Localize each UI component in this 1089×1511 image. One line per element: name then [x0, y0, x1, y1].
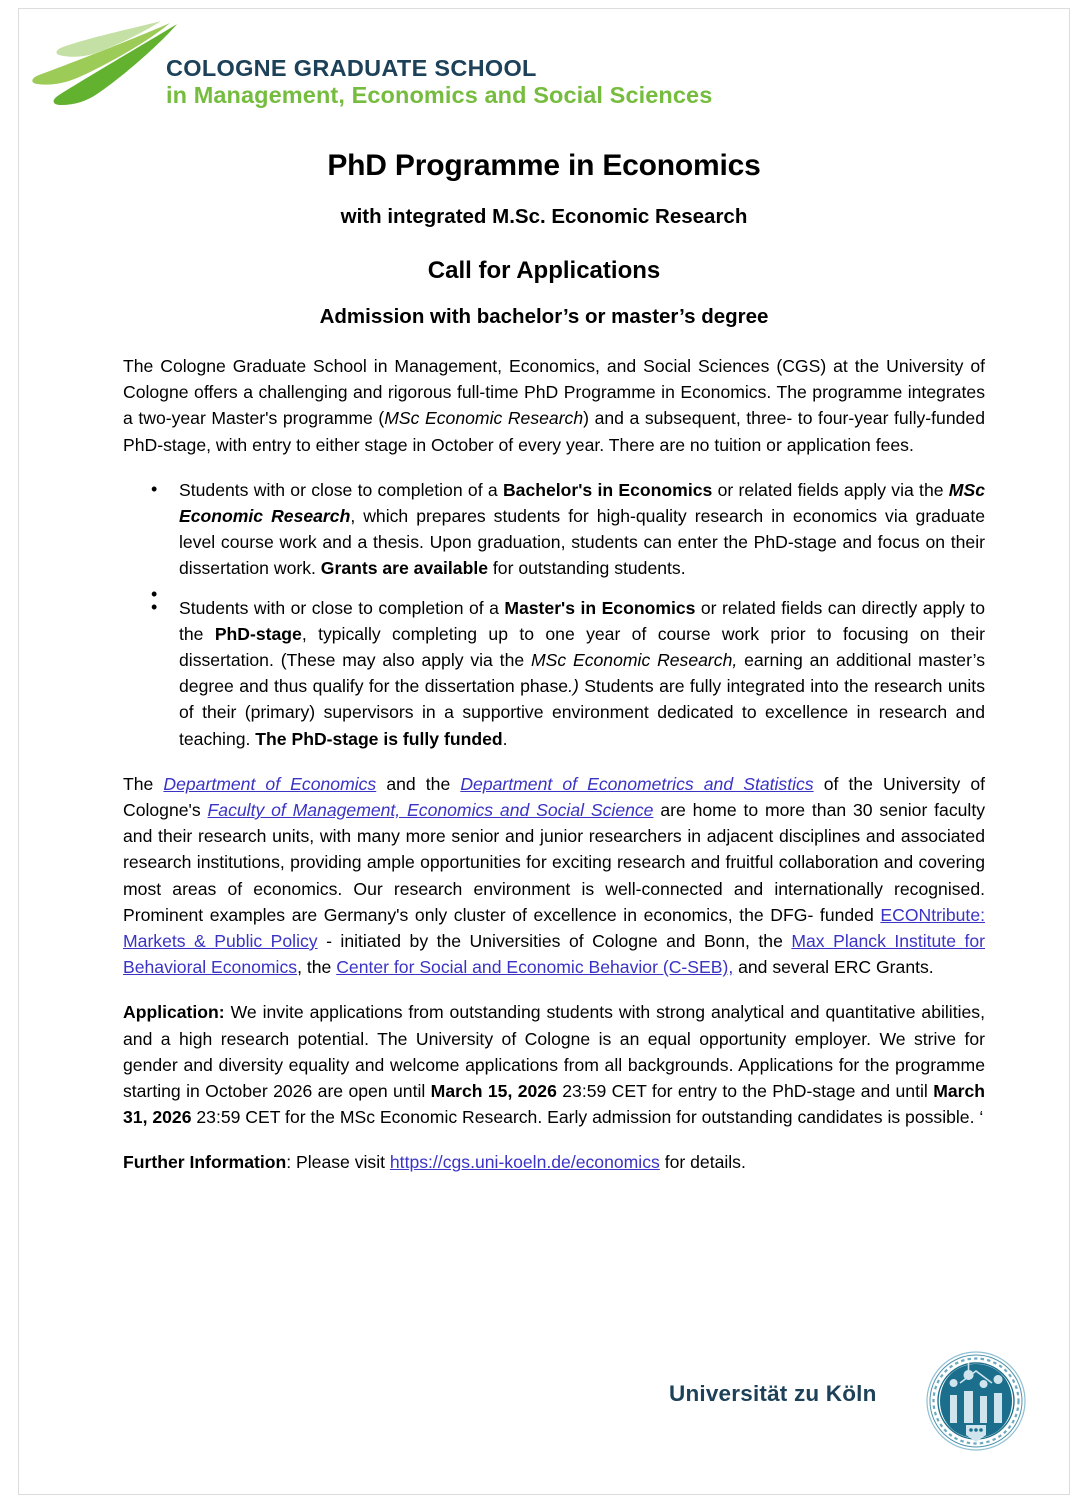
intro-text-b: ) and a subsequent, three- to four-year fully-funded PhD-stage, with entry to either stage in October of every year. There are no tuition or application fees.: [123, 408, 985, 455]
b2-text-d: earning an additional master’s degree and thus qualify for the dissertation phase: [179, 650, 985, 697]
b1-text-a: Students with or close to completion of a: [179, 479, 503, 500]
b1-text-d: for outstanding students.: [488, 558, 686, 579]
deadline-msc: March 31, 2026: [123, 1081, 986, 1128]
res-text-b: and the: [376, 773, 461, 794]
res-text-e: - initiated by the Universities of Cologne and Bonn, the: [317, 931, 792, 952]
list-item-bachelor-route: [123, 477, 985, 582]
b2-text-b: or related fields can directly apply to the: [179, 597, 985, 644]
b2-text-a: Students with or close to completion of a: [179, 597, 505, 618]
intro-text-a: The Cologne Graduate School in Management, Economics, and Social Sciences (CGS) at the University of Cologne offers a challenging and rigorous full-time PhD Programme in Economics. The programme integrates a two-year Master's programme (: [123, 356, 985, 429]
research-environment-paragraph: [123, 771, 985, 981]
b2-bold-funded: The PhD-stage is fully funded: [255, 728, 503, 749]
res-text-d: are home to more than 30 senior faculty and their research units, with many more senior and junior researchers in adjacent disciplines and associated research institutions, providing ample opportunities for exciting research and fruitful collaboration and covering most areas of economics. Our research environment is well-connected and internationally recognised. Prominent examples are Germany's only cluster of excellence in economics, the DFG- funded: [123, 800, 985, 925]
app-text-c: 23:59 CET for the MSc Economic Research. Early admission for outstanding candidates is possible. ‘: [191, 1107, 984, 1128]
b1-bolditalic-msc: MSc Economic Research: [179, 479, 985, 527]
res-text-c: of the University of Cologne's: [123, 773, 985, 821]
b2-italic-close: .): [568, 676, 579, 697]
further-information-label: Further Information: [123, 1152, 287, 1173]
cgs-brand-line2: in Management, Economics and Social Sciences: [166, 82, 713, 109]
application-paragraph: [123, 999, 985, 1130]
page-title: PhD Programme in Economics: [327, 149, 761, 182]
b2-bold-phdstage: PhD-stage: [214, 623, 302, 644]
link-faculty-management-economics-social-science[interactable]: Faculty of Management, Economics and Social Science: [207, 800, 654, 821]
list-item-master-route: [123, 595, 985, 752]
admission-routes-list: [123, 477, 985, 752]
link-econtribute[interactable]: ECONtribute: Markets & Public Policy: [123, 904, 985, 952]
document-body: [123, 353, 985, 1176]
page-subtitle: with integrated M.Sc. Economic Research: [340, 205, 748, 228]
document-page: [18, 8, 1070, 1495]
deadline-phd-stage: March 15, 2026: [430, 1081, 557, 1102]
b2-text-c: , typically completing up to one year of course work prior to focusing on their dissertation. (These may also apply via the: [179, 623, 985, 671]
res-text-g: and several ERC Grants.: [733, 957, 934, 978]
link-department-econometrics-statistics[interactable]: Department of Econometrics and Statistics: [460, 773, 814, 794]
list-spacer: [123, 582, 985, 595]
b2-bold-master: Master's in Economics: [504, 597, 696, 618]
b2-text-e: Students are fully integrated into the research units of their (primary) supervisors in a supportive environment dedicated to excellence in research and teaching.: [179, 676, 985, 749]
app-text-b: 23:59 CET for entry to the PhD-stage and until: [556, 1081, 934, 1102]
admission-heading: Admission with bachelor’s or master’s degree: [319, 305, 769, 328]
document-footer: [19, 1339, 1069, 1469]
app-text-a: We invite applications from outstanding students with strong analytical and quantitative abilities, and a high research potential. The University of Cologne is an equal opportunity employer. We strive for gender and diversity equality and welcome applications from all backgrounds. Applications for the programme starting in October 2026 are open until: [123, 1002, 985, 1102]
university-of-cologne-seal-icon: [924, 1349, 1028, 1453]
link-c-seb[interactable]: Center for Social and Economic Behavior (C-SEB),: [336, 957, 734, 978]
further-text-a: : Please visit: [286, 1152, 390, 1173]
cgs-brand-line1: COLOGNE GRADUATE SCHOOL: [166, 55, 537, 81]
b2-italic-msc: MSc Economic Research,: [530, 650, 738, 671]
further-text-b: for details.: [659, 1152, 746, 1173]
link-department-of-economics[interactable]: Department of Economics: [163, 773, 377, 794]
res-text-a: The: [123, 773, 164, 794]
intro-paragraph: [123, 353, 985, 458]
cgs-wordmark: [166, 55, 712, 110]
intro-italic: MSc Economic Research: [384, 408, 584, 429]
b1-text-b: or related fields apply via the: [712, 479, 949, 500]
b1-bold-grants: Grants are available: [320, 558, 489, 579]
link-max-planck-institute[interactable]: Max Planck Institute for Behavioral Economics: [123, 931, 985, 978]
application-label: Application:: [123, 1002, 225, 1023]
cgs-brand-header: [19, 11, 719, 129]
university-name: Universität zu Köln: [669, 1381, 877, 1406]
link-cgs-website[interactable]: https://cgs.uni-koeln.de/economics: [389, 1152, 660, 1173]
further-information-paragraph: [123, 1149, 985, 1175]
b1-text-c: , which prepares students for high-quality research in economics via graduate level course work and a thesis. Upon graduation, students can enter the PhD-stage and focus on their dissertation work.: [179, 506, 985, 579]
b1-bold-bachelor: Bachelor's in Economics: [502, 479, 713, 500]
b2-text-f: .: [502, 728, 508, 749]
res-text-f: , the: [297, 957, 337, 978]
call-for-applications-heading: Call for Applications: [427, 257, 661, 284]
